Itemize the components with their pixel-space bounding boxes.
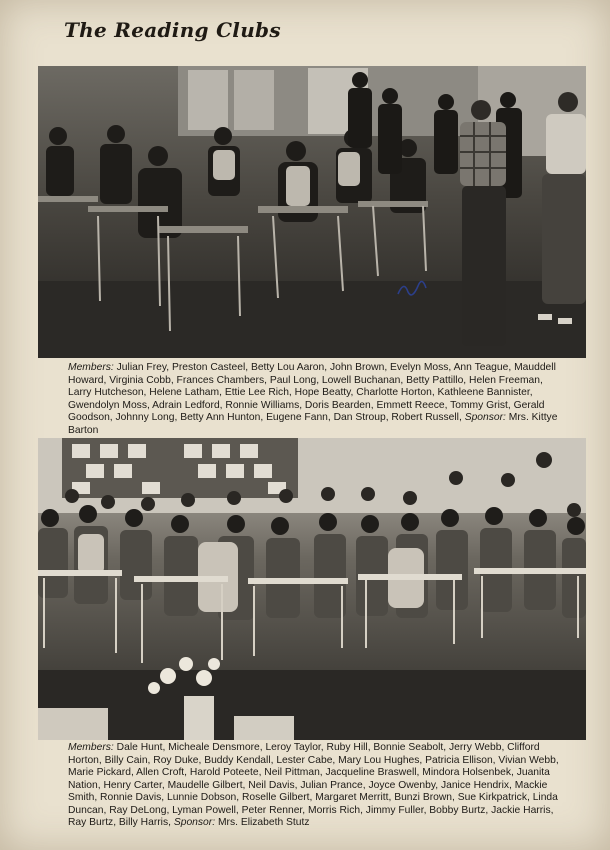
members-list: Dale Hunt, Micheale Densmore, Leroy Taylor, Ruby Hill, Bonnie Seabolt, Jerry Webb, Clifford Horton, Billy Cain, Roy Duke, Buddy Kendall, Lester Cabe, Mary Lou Hughes, Patricia Ellison, Vivian Webb, Marie Pickard, Allen Croft, Harold Poteete, Neil Pittman, Jacqueline Braswell, Mindora Holsenbek, Juanita Nation, Henry Carter, Maudelle Gilbert, Neil Davis, Julian Prance, Joyce Owenby, Janice Hendrix, Mackie Smith, Ronnie Davis, Lunnie Dobson, Roselle Gilbert, Margaret Merritt, Bunzi Brown, Sue Kirkpatrick, Linda Duncan, Ray DeLong, Lyman Powell, Peter Renner, Morris Rich, Jimmy Fuller, Bobby Burtz, Jackie Harris, Ray Burtz, Billy Harris,: [68, 742, 559, 828]
members-list: Julian Frey, Preston Casteel, Betty Lou Aaron, John Brown, Evelyn Moss, Ann Teague, Mauddell Howard, Virginia Cobb, Frances Chambers, Paul Long, Lowell Buchanan, Betty Pattillo, Helen Freeman, Larry Hutcheson, Helene Latham, Ettie Lee Rich, Hope Beatty, Charlotte Horton, Kathleene Bannister, Gwendolyn Moss, Adrain Ledford, Ronnie Williams, Doris Bearden, Emmett Reece, Tommy Grist, Gerald Goodson, Johnny Long, Betty Ann Hunton, Eugene Fann, Dan Stroup, Robert Russell,: [68, 362, 556, 423]
top-group-photo: [38, 66, 586, 358]
page-title: The Reading Clubs: [64, 18, 281, 42]
members-label: Members:: [68, 742, 114, 753]
sponsor-label: Sponsor:: [464, 412, 506, 423]
members-label: Members:: [68, 362, 114, 373]
top-photo-caption: [68, 362, 560, 437]
sponsor-name: Mrs. Elizabeth Stutz: [217, 817, 310, 828]
sponsor-name: Mrs. Kittye Barton: [68, 412, 558, 436]
bottom-photo-caption: [68, 742, 560, 830]
bottom-group-photo: [38, 438, 586, 740]
sponsor-label: Sponsor:: [173, 817, 216, 828]
